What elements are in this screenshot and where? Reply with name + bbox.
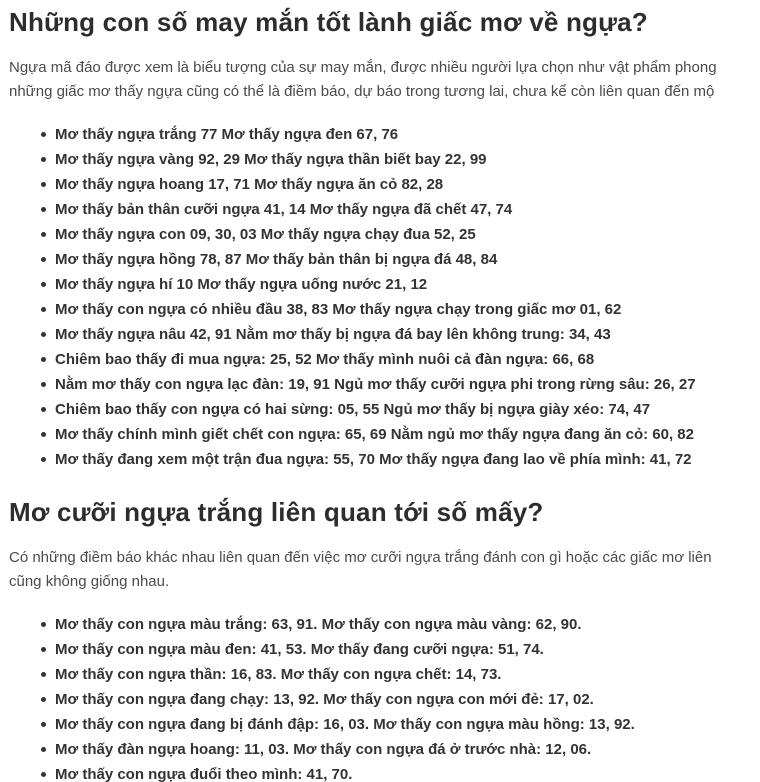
section2-paragraph [9, 546, 760, 594]
section1-paragraph-line-1: Ngựa mã đáo được xem là biểu tượng của sự may mắn, được nhiều người lựa chọn như vật phẩm phong [9, 59, 717, 76]
list-item: Mơ thấy ngựa hí 10 Mơ thấy ngựa uống nước 21, 12 [55, 272, 760, 297]
list-item: Mơ thấy đang xem một trận đua ngựa: 55, 70 Mơ thấy ngựa đang lao về phía mình: 41, 72 [55, 447, 760, 472]
list-item: Mơ thấy chính mình giết chết con ngựa: 65, 69 Nằm ngủ mơ thấy ngựa đang ăn cỏ: 60, 82 [55, 422, 760, 447]
section2-dream-number-list [9, 612, 760, 782]
section2-paragraph-line-1: Có những điềm báo khác nhau liên quan đến việc mơ cưỡi ngựa trắng đánh con gì hoặc các giấc mơ liên [9, 549, 712, 566]
list-item: Mơ thấy con ngựa đuổi theo mình: 41, 70. [55, 762, 760, 782]
list-item: Mơ thấy con ngựa thần: 16, 83. Mơ thấy con ngựa chết: 14, 73. [55, 662, 760, 687]
list-item: Mơ thấy con ngựa có nhiều đầu 38, 83 Mơ thấy ngựa chạy trong giấc mơ 01, 62 [55, 297, 760, 322]
list-item: Mơ thấy con ngựa đang bị đánh đập: 16, 03. Mơ thấy con ngựa màu hồng: 13, 92. [55, 712, 760, 737]
section1-heading: Những con số may mắn tốt lành giấc mơ về ngựa? [9, 7, 648, 37]
list-item: Mơ thấy ngựa nâu 42, 91 Nằm mơ thấy bị ngựa đá bay lên không trung: 34, 43 [55, 322, 760, 347]
list-item: Mơ thấy con ngựa đang chạy: 13, 92. Mơ thấy con ngựa con mới đẻ: 17, 02. [55, 687, 760, 712]
section1-paragraph-line-2: những giấc mơ thấy ngựa cũng có thể là điềm báo, dự báo trong tương lai, chưa kể còn liên quan đến mộ [9, 83, 715, 100]
list-item: Nằm mơ thấy con ngựa lạc đàn: 19, 91 Ngủ mơ thấy cưỡi ngựa phi trong rừng sâu: 26, 27 [55, 372, 760, 397]
list-item: Mơ thấy ngựa trắng 77 Mơ thấy ngựa đen 67, 76 [55, 122, 760, 147]
list-item: Mơ thấy ngựa vàng 92, 29 Mơ thấy ngựa thần biết bay 22, 99 [55, 147, 760, 172]
section2-paragraph-line-2: cũng không giống nhau. [9, 573, 170, 590]
list-item: Mơ thấy bản thân cưỡi ngựa 41, 14 Mơ thấy ngựa đã chết 47, 74 [55, 197, 760, 222]
section1-paragraph [9, 56, 760, 104]
section1-dream-number-list [9, 122, 760, 472]
list-item: Mơ thấy ngựa hồng 78, 87 Mơ thấy bản thân bị ngựa đá 48, 84 [55, 247, 760, 272]
list-item: Mơ thấy đàn ngựa hoang: 11, 03. Mơ thấy con ngựa đá ở trước nhà: 12, 06. [55, 737, 760, 762]
list-item: Mơ thấy ngựa con 09, 30, 03 Mơ thấy ngựa chạy đua 52, 25 [55, 222, 760, 247]
list-item: Mơ thấy ngựa hoang 17, 71 Mơ thấy ngựa ăn cỏ 82, 28 [55, 172, 760, 197]
list-item: Mơ thấy con ngựa màu trắng: 63, 91. Mơ thấy con ngựa màu vàng: 62, 90. [55, 612, 760, 637]
section-white-horse [9, 496, 760, 782]
list-item: Chiêm bao thấy đi mua ngựa: 25, 52 Mơ thấy mình nuôi cả đàn ngựa: 66, 68 [55, 347, 760, 372]
section-lucky-numbers [9, 6, 760, 472]
list-item: Mơ thấy con ngựa màu đen: 41, 53. Mơ thấy đang cưỡi ngựa: 51, 74. [55, 637, 760, 662]
section2-heading: Mơ cưỡi ngựa trắng liên quan tới số mấy? [9, 497, 544, 527]
list-item: Chiêm bao thấy con ngựa có hai sừng: 05, 55 Ngủ mơ thấy bị ngựa giày xéo: 74, 47 [55, 397, 760, 422]
